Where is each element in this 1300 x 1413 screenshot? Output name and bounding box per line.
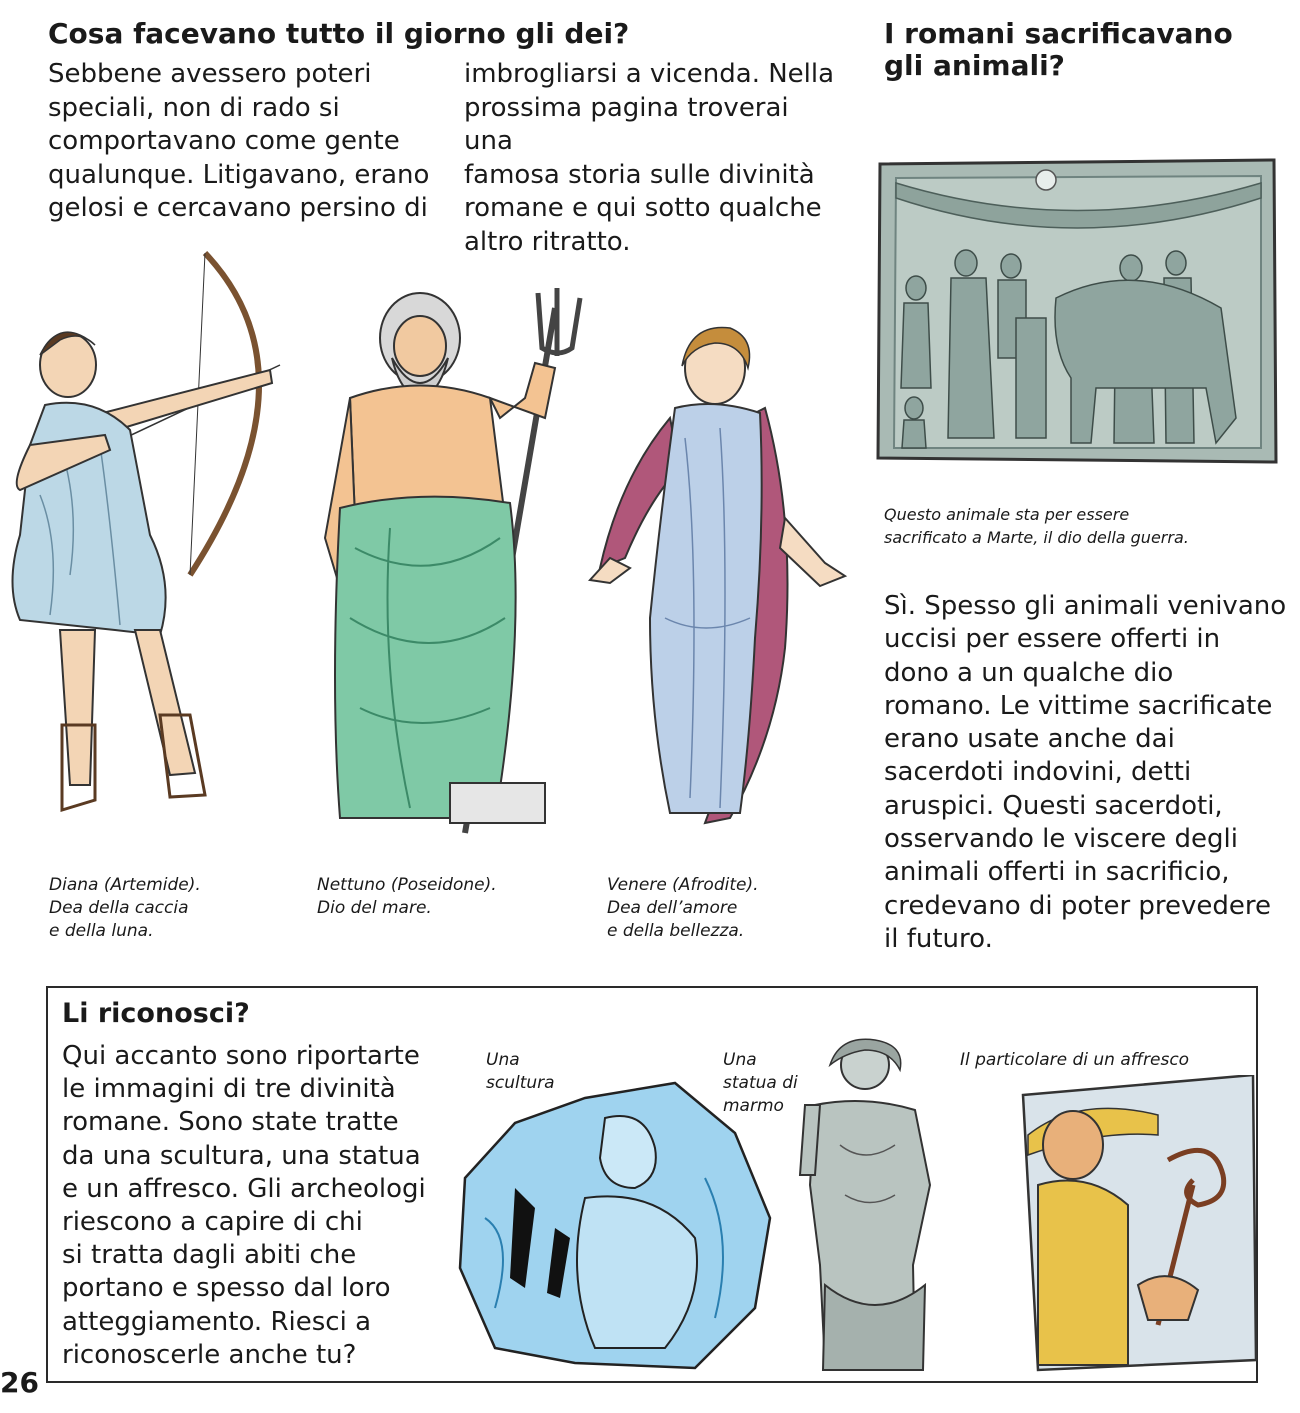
text-line: famosa storia sulle divinità: [464, 159, 815, 190]
text-line: dono a un qualche dio: [884, 657, 1174, 688]
caption-diana: [49, 874, 201, 943]
sacrifice-answer-text: [884, 590, 1294, 956]
text-line: erano usate anche dai: [884, 724, 1175, 755]
caption-line: Dea della caccia: [49, 898, 189, 918]
diana-illustration: [0, 245, 300, 825]
section-title-sacrifice: [884, 18, 1233, 82]
caption-line: Questo animale sta per essere: [884, 505, 1130, 524]
text-line: gelosi e cercavano persino di: [48, 193, 428, 223]
caption-line: e della luna.: [49, 921, 154, 941]
text-line: aruspici. Questi sacerdoti,: [884, 790, 1223, 821]
caption-venere: [607, 874, 759, 943]
text-line: romano. Le vittime sacrificate: [884, 690, 1273, 721]
caption-line: e della bellezza.: [607, 921, 745, 941]
label-affresco: [960, 1049, 1189, 1072]
caption-line: Dio del mare.: [317, 898, 432, 918]
nettuno-illustration: [310, 288, 610, 836]
text-line: uccisi per essere offerti in: [884, 624, 1221, 655]
text-line: altro ritratto.: [464, 226, 631, 257]
title-line: I romani sacrificavano: [884, 17, 1233, 50]
text-line: riconoscerle anche tu?: [62, 1339, 357, 1370]
text-line: Qui accanto sono riportarte: [62, 1041, 420, 1071]
caption-relief: [884, 503, 1189, 549]
text-line: animali offerti in sacrificio,: [884, 857, 1230, 888]
text-line: imbrogliarsi a vicenda. Nella: [464, 59, 835, 89]
text-line: osservando le viscere degli: [884, 824, 1238, 855]
title-line: gli animali?: [884, 49, 1065, 82]
text-line: si tratta dagli abiti che: [62, 1240, 357, 1271]
sculpture-fragment-image: [455, 1078, 775, 1373]
caption-line: Nettuno (Poseidone).: [317, 875, 497, 895]
text-line: e un affresco. Gli archeologi: [62, 1173, 426, 1204]
text-line: Sebbene avessero poteri: [48, 59, 372, 89]
quiz-box-text: [62, 1040, 442, 1372]
caption-line: Dea dell’amore: [607, 898, 738, 918]
caption-nettuno: [317, 874, 497, 920]
page-number: 26: [0, 1366, 39, 1399]
text-line: romane. Sono state tratte: [62, 1107, 399, 1138]
text-line: portano e spesso dal loro: [62, 1273, 391, 1304]
caption-line: Venere (Afrodite).: [607, 875, 759, 895]
text-line: atteggiamento. Riesci a: [62, 1306, 372, 1337]
text-line: sacerdoti indovini, detti: [884, 757, 1192, 788]
text-line: prossima pagina troverai una: [464, 92, 789, 156]
caption-line: Una: [723, 1050, 757, 1070]
text-line: credevano di poter prevedere: [884, 890, 1272, 921]
text-line: Sì. Spesso gli animali venivano: [884, 591, 1287, 621]
caption-line: sacrificato a Marte, il dio della guerra.: [884, 528, 1189, 547]
marble-statue-image: [795, 1035, 955, 1380]
quiz-box-title: Li riconosci?: [62, 998, 250, 1029]
sacrifice-relief-image: [876, 158, 1278, 466]
intro-column-2: [464, 58, 844, 259]
text-line: le immagini di tre divinità: [62, 1074, 396, 1105]
venere-illustration: [580, 318, 860, 828]
text-line: il futuro.: [884, 923, 993, 954]
caption-line: statua di: [723, 1073, 798, 1093]
caption-line: scultura: [486, 1073, 555, 1093]
intro-column-1: [48, 58, 448, 226]
caption-line: Diana (Artemide).: [49, 875, 201, 895]
section-title-gods: Cosa facevano tutto il giorno gli dei?: [48, 17, 630, 50]
caption-line: marmo: [723, 1096, 784, 1116]
text-line: riescono a capire di chi: [62, 1207, 363, 1238]
text-line: comportavano come gente: [48, 126, 400, 156]
caption-line: Una: [486, 1050, 520, 1070]
fresco-image: [1018, 1075, 1260, 1373]
text-line: qualunque. Litigavano, erano: [48, 159, 430, 190]
text-line: romane e qui sotto qualche: [464, 193, 822, 223]
caption-line: Il particolare di un affresco: [960, 1050, 1190, 1070]
text-line: speciali, non di rado si: [48, 92, 340, 123]
text-line: da una scultura, una statua: [62, 1140, 421, 1171]
